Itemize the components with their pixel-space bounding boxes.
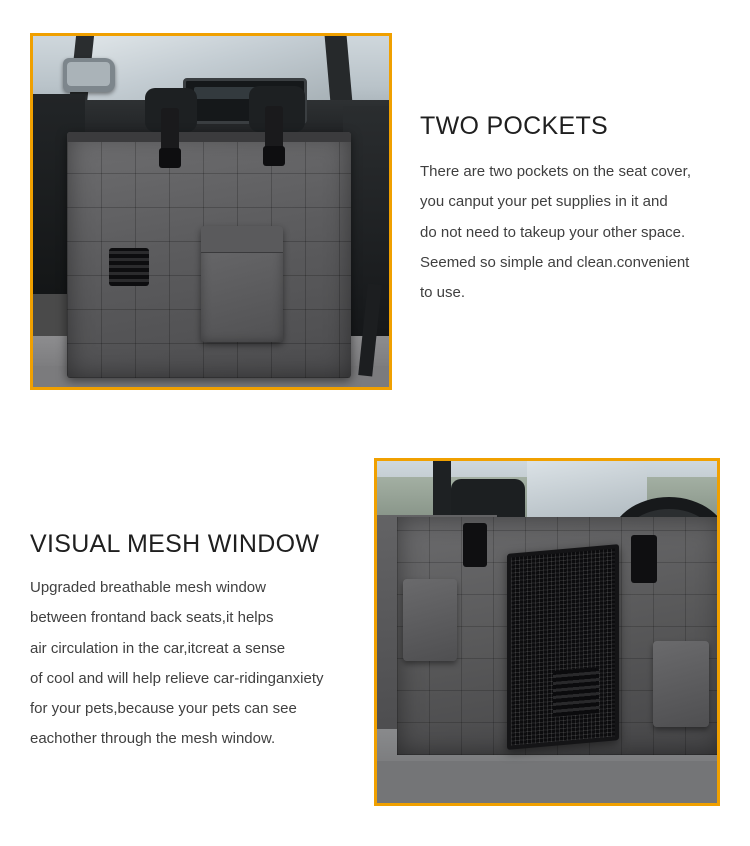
paragraph-line: There are two pockets on the seat cover, — [420, 163, 691, 180]
paragraph-line: between frontand back seats,it helps — [30, 609, 274, 627]
seat-cover-top-edge — [67, 132, 351, 142]
paragraph-line: to use. — [420, 284, 466, 302]
strap-clip-left — [463, 523, 487, 567]
paragraph-line: of cool and will help relieve car-ridinganxiety — [30, 669, 324, 687]
two-pockets-photo-content — [33, 36, 389, 387]
paragraph-line: do not need to takeup your other space. — [420, 223, 686, 241]
two-pockets-text-block — [420, 112, 740, 314]
mesh-window-text-block — [30, 530, 370, 761]
storage-pocket-right — [653, 641, 709, 727]
paragraph-line: Upgraded breathable mesh window — [30, 579, 266, 596]
two-pockets-heading: TWO POCKETS — [420, 112, 609, 140]
paragraph-line: you canput your pet supplies in it and — [420, 193, 668, 211]
paragraph-line: eachother through the mesh window. — [30, 730, 276, 748]
storage-pocket-left — [403, 579, 457, 661]
air-vent — [109, 248, 149, 286]
mesh-window-panel — [507, 544, 619, 750]
two-pockets-body — [420, 163, 740, 302]
mesh-window-photo — [374, 458, 720, 806]
storage-pocket-flap — [201, 226, 283, 253]
air-vent — [553, 667, 599, 717]
mesh-window-body — [30, 579, 370, 749]
mesh-window-photo-content — [377, 461, 717, 803]
paragraph-line: for your pets,because your pets can see — [30, 700, 297, 718]
paragraph-line: air circulation in the car,itcreat a sense — [30, 639, 286, 657]
paragraph-line: Seemed so simple and clean.convenient — [420, 253, 690, 271]
strap-clip-left — [159, 148, 181, 168]
rearview-mirror — [63, 58, 115, 92]
strap-clip-right — [631, 535, 657, 583]
mesh-window-heading: VISUAL MESH WINDOW — [30, 530, 320, 558]
two-pockets-photo — [30, 33, 392, 390]
strap-clip-right — [263, 146, 285, 166]
rear-floor-shadow — [377, 761, 717, 803]
